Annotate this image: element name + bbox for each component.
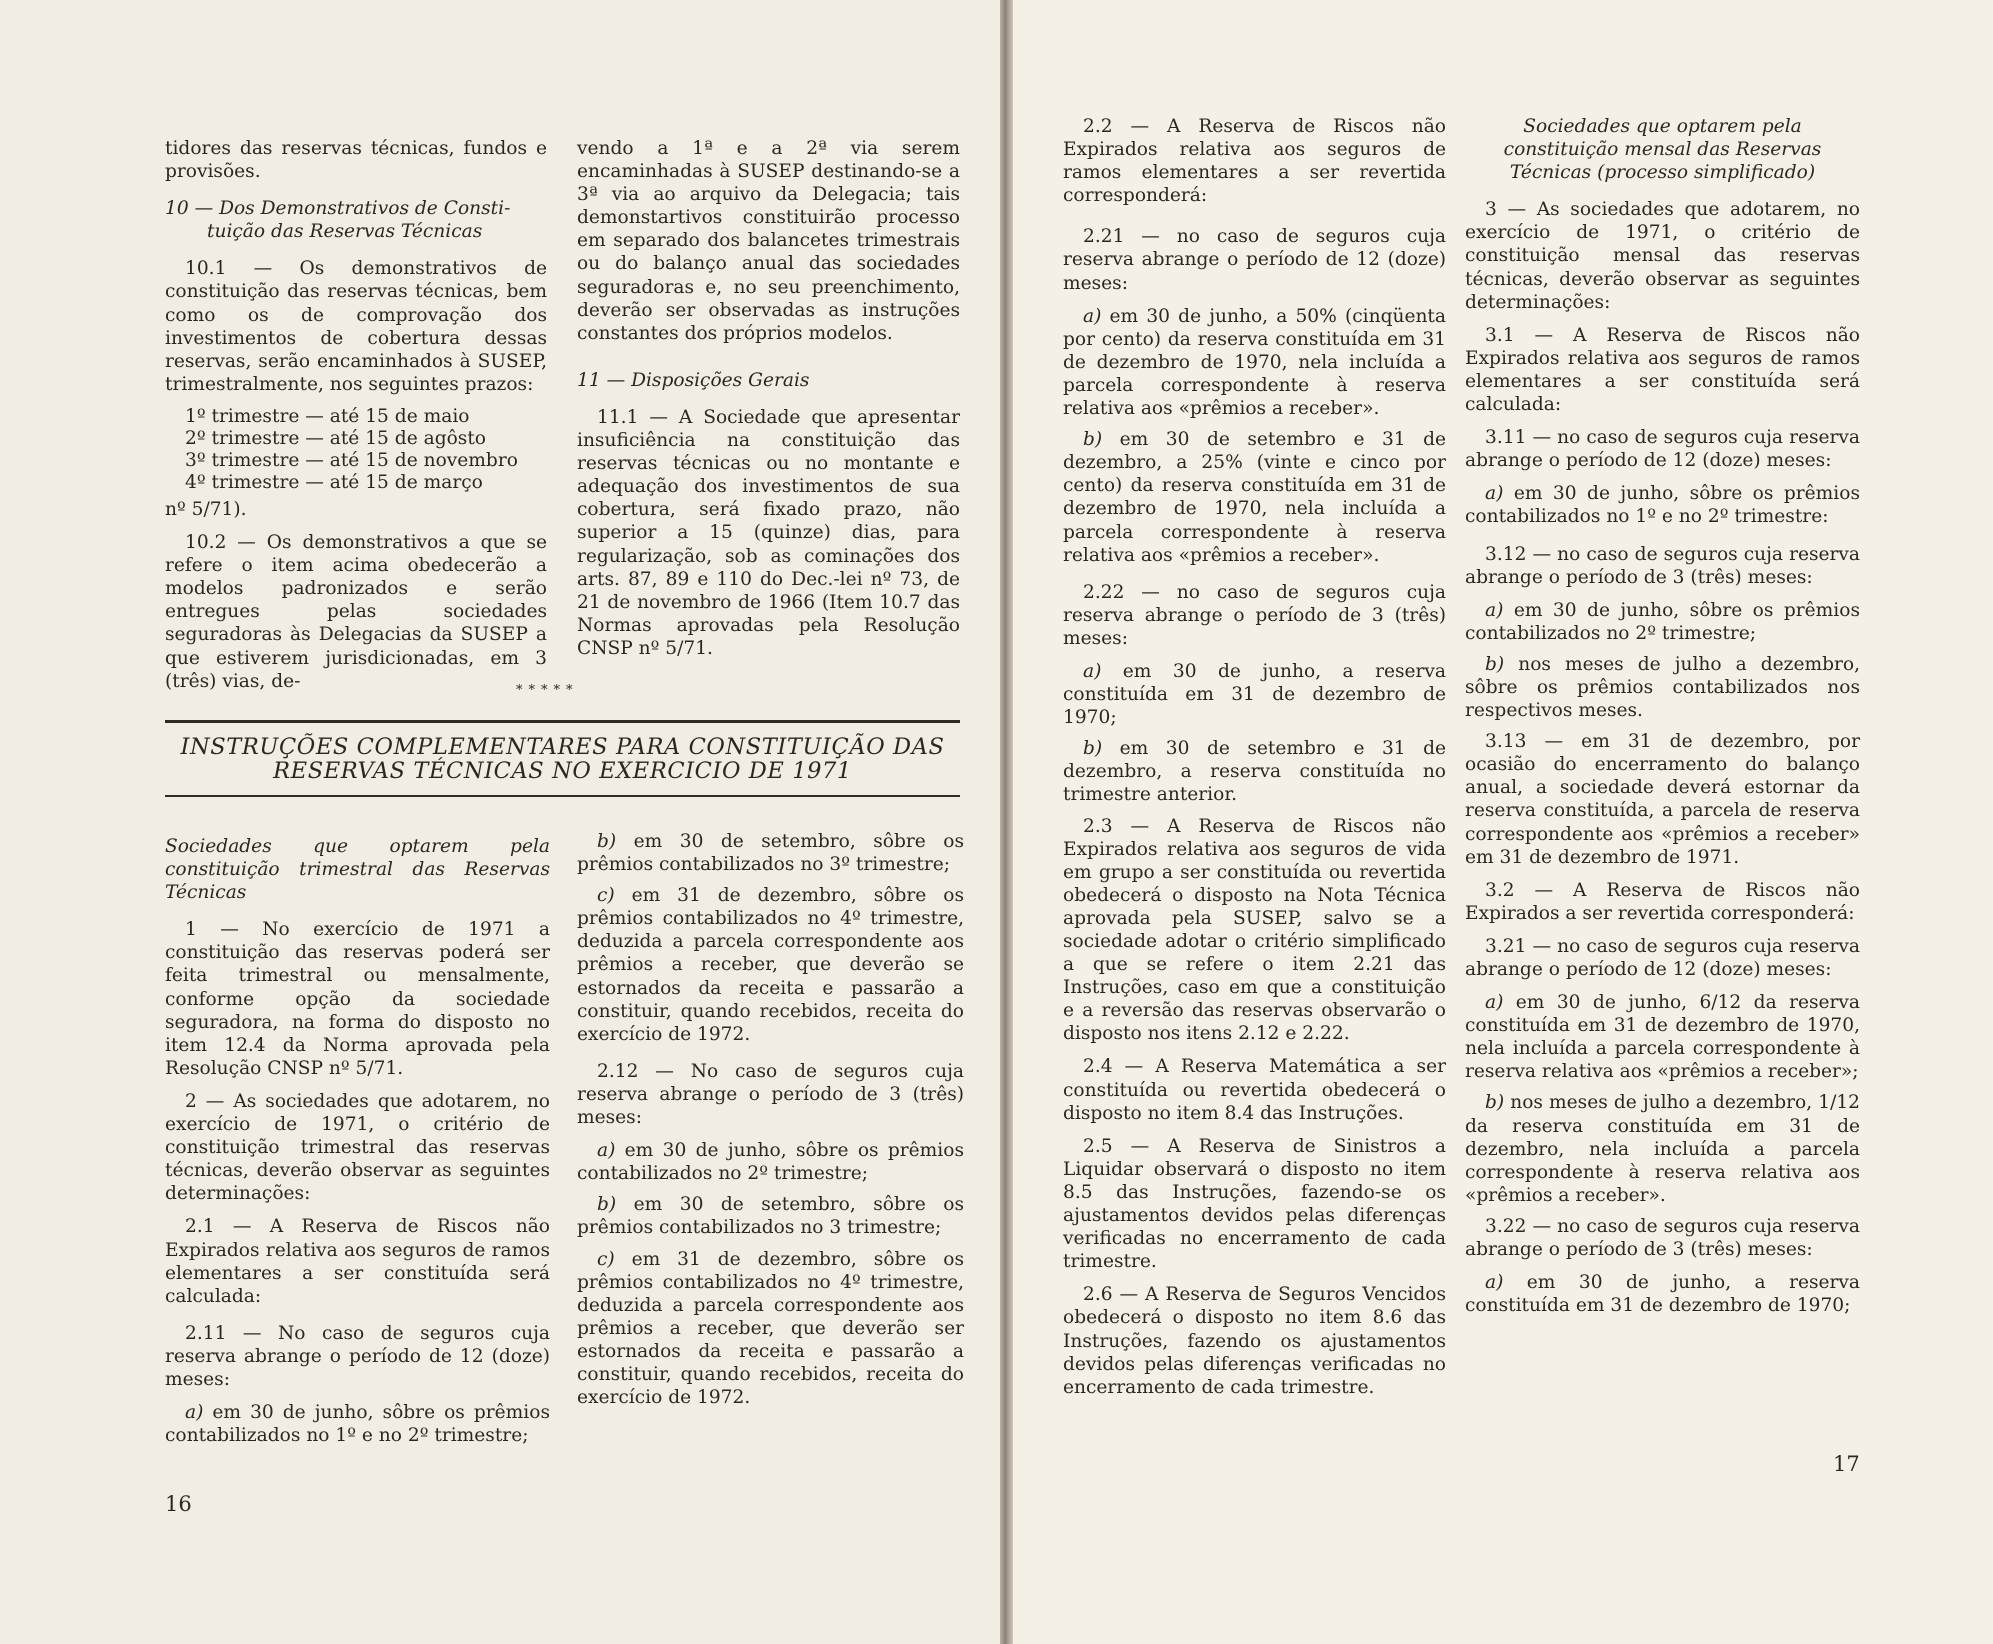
item-label: a) [1083,660,1102,682]
item-text: em 30 de junho, a 50% (cinqüenta por cento) da reserva constituída em 31 de dezembro de 1970, nela incluída a parcela correspondente à reserva relativa aos «prêmios a receber». [1063,305,1446,420]
item-text: em 30 de setembro, sôbre os prêmios contabilizados no 3º trimestre; [577,831,964,876]
subheading-monthly: Sociedades que optarem pela constituição mensal das Reservas Técnicas (processo simplificado) [1503,116,1822,184]
book-gutter [1000,0,1013,1644]
item-3-22-a [1465,1271,1860,1317]
item-label: a) [1083,305,1102,327]
left-col-4 [577,830,964,1417]
item-text: em 30 de junho, a reserva constituída em 31 de dezembro de 1970; [1465,1272,1860,1317]
paragraph-3-13: 3.13 — em 31 de dezembro, por ocasião do encerramento do balanço anual, a sociedade deverá estornar da reserva constituída, a parcela de reserva correspondente aos «prêmios a receber» em 31 de dezembro de 1971. [1465,731,1860,868]
quarter-4: 4º trimestre — até 15 de março [185,471,483,493]
item-3-12-a [1465,599,1860,645]
paragraph-3-11: 3.11 — no caso de seguros cuja reserva abrange o período de 12 (doze) meses: [1465,427,1860,472]
instructions-title-line2: RESERVAS TÉCNICAS NO EXERCICIO DE 1971 [273,758,852,784]
left-col-2 [577,137,960,670]
item-text: em 30 de junho, 6/12 da reserva constituída em 31 de dezembro de 1970, nela incluída a parcela correspondente à reserva relativa aos «prêmios a receber»; [1465,992,1860,1083]
item-label: b) [1485,653,1505,675]
item-text: em 31 de dezembro, sôbre os prêmios contabilizados no 4º trimestre, deduzida a parcela correspondente aos prêmios a receber, que deverão ser estornados da receita e passarão a constituir, quando recebidos, receita do exercício de 1972. [577,1248,964,1409]
instructions-title-line1: INSTRUÇÕES COMPLEMENTARES PARA CONSTITUIÇÃO DAS [180,734,945,760]
section-10-heading-line1: 10 — Dos Demonstrativos de Consti- [165,198,511,220]
item-text: em 30 de junho, sôbre os prêmios contabilizados no 2º trimestre; [1465,599,1860,644]
paragraph-3-2: 3.2 — A Reserva de Riscos não Expirados a ser revertida corresponderá: [1465,879,1860,924]
item-3-11-a [1465,482,1860,528]
paragraph-11-1: 11.1 — A Sociedade que apresentar insuficiência na constituição das reservas técnicas ou no montante e adequação dos investimentos de sua cobertura, será fixado prazo, não superior a 15 (quinze) dias, para regularização, sob as cominações dos arts. 87, 89 e 110 do Dec.-lei nº 73, de 21 de novembro de 1966 (Item 10.7 das Normas aprovadas pela Resolução CNSP nº 5/71. [577,406,960,659]
section-divider-stars: ***** [516,683,579,698]
paragraph-2-5: 2.5 — A Reserva de Sinistros a Liquidar observará o disposto no item 8.5 das Instruções, fazendo-se os ajustamentos devidos pelas diferenças verificadas no encerramento de cada trimestre. [1063,1135,1446,1273]
paragraph-2-6: 2.6 — A Reserva de Seguros Vencidos obedecerá o disposto no item 8.6 das Instruções, fazendo os ajustamentos devidos pelas diferenças verificadas no encerramento de cada trimestre. [1063,1284,1446,1398]
page-number-right: 17 [1833,1452,1860,1476]
item-text: nos meses de julho a dezembro, sôbre os prêmios contabilizados nos respectivos meses. [1465,653,1860,722]
right-page [1013,0,1993,1644]
paragraph-3-21: 3.21 — no caso de seguros cuja reserva abrange o período de 12 (doze) meses: [1465,935,1860,980]
quarter-3: 3º trimestre — até 15 de novembro [185,449,518,471]
paragraph-continuation: vendo a 1ª e a 2ª via serem encaminhadas à SUSEP destinando-se a 3ª via ao arquivo da Delegacia; tais demonstartivos constituirão processo em separado dos balancetes trimestrais ou do balanço anual das sociedades seguradoras e, no seu preenchimento, deverão ser observadas as instruções constantes dos próprios modelos. [577,138,960,344]
item-3-21-a [1465,991,1860,1083]
paragraph-2-3: 2.3 — A Reserva de Riscos não Expirados relativa aos seguros de vida em grupo a ser constituída ou revertida obedecerá o disposto na Nota Técnica aprovada pela SUSEP, salvo se a sociedade adotar o critério simplificado a que se refere o item 2.21 das Instruções, caso em que a constituição e a reversão das reservas observarão o disposto nos itens 2.12 e 2.22. [1063,815,1446,1045]
subheading-quarterly: Sociedades que optarem pela constituição trimestral das Reservas Técnicas [165,836,550,904]
item-text: em 31 de dezembro, sôbre os prêmios contabilizados no 4º trimestre, deduzida a parcela correspondente aos prêmios a receber, que deverão se estornados da receita e passarão a constituir, quando recebidos, receita do exercício de 1972. [577,885,964,1045]
title-rule-bottom [165,795,960,797]
item-label: a) [185,1402,204,1424]
item-label: b) [597,831,617,852]
quarter-deadlines [185,406,547,494]
item-3-12-b [1465,653,1860,722]
item-text: em 30 de junho, sôbre os prêmios contabilizados no 2º trimestre; [577,1140,964,1185]
item-3-21-b [1465,1091,1860,1206]
item-label: b) [1083,738,1103,760]
right-col-1 [1063,115,1446,1409]
item-label: b) [597,1194,617,1216]
item-text: em 30 de junho, sôbre os prêmios contabilizados no 1º e no 2º trimestre: [1465,483,1860,528]
item-text: em 30 de junho, sôbre os prêmios contabilizados no 1º e no 2º trimestre; [165,1402,550,1447]
item-2-21-a [1063,305,1446,420]
item-2-11-a [165,1401,550,1447]
quarter-1: 1º trimestre — até 15 de maio [185,405,470,427]
paragraph-intro: tidores das reservas técnicas, fundos e provisões. [165,138,547,183]
paragraph-10-2: 10.2 — Os demonstrativos a que se refere o item acima obedecerão a modelos padronizados e serão entregues pelas sociedades seguradoras às Delegacias da SUSEP a que estiverem jurisdicionadas, em 3 (três) vias, de- [165,532,547,692]
paragraph-3-12: 3.12 — no caso de seguros cuja reserva abrange o período de 3 (três) meses: [1465,543,1860,588]
paragraph-2-12: 2.12 — No caso de seguros cuja reserva abrange o período de 3 (três) meses: [577,1060,964,1129]
item-2-11-b [577,830,964,876]
norm-reference: nº 5/71). [165,498,247,520]
item-2-12-a [577,1139,964,1185]
item-text: em 30 de setembro e 31 de dezembro, a 25% (vinte e cinco por cento) da reserva constituída em 31 de dezembro de 1970, nela incluída a parcela correspondente à reserva relativa aos «prêmios a receber». [1063,429,1446,566]
item-2-12-b [577,1193,964,1239]
item-text: em 30 de setembro, sôbre os prêmios contabilizados no 3 trimestre; [577,1194,964,1239]
item-label: a) [1485,483,1504,505]
item-label: a) [1485,599,1504,621]
title-rule-top [165,720,960,723]
item-label: b) [1485,1092,1505,1114]
section-11-heading: 11 — Disposições Gerais [577,369,810,391]
item-label: c) [597,1248,615,1270]
paragraph-3: 3 — As sociedades que adotarem, no exercício de 1971, o critério de constituição mensal das reservas técnicas, deverão observar as seguintes determinações: [1465,199,1860,313]
item-label: a) [1485,1272,1504,1294]
paragraph-2-1: 2.1 — A Reserva de Riscos não Expirados relativa aos seguros de ramos elementares a ser constituída será calculada: [165,1216,550,1307]
item-2-11-c [577,884,964,1046]
item-label: c) [597,885,615,907]
item-text: em 30 de setembro e 31 de dezembro, a reserva constituída no trimestre anterior. [1063,738,1446,806]
item-2-12-c [577,1248,964,1410]
section-10-heading [165,197,547,243]
paragraph-1: 1 — No exercício de 1971 a constituição das reservas poderá ser feita trimestral ou mensalmente, conforme opção da sociedade seguradora, na forma do disposto no item 12.4 da Norma aprovada pela Resolução CNSP nº 5/71. [165,919,550,1079]
item-label: a) [1485,992,1504,1014]
item-2-22-b [1063,737,1446,806]
paragraph-10-1: 10.1 — Os demonstrativos de constituição das reservas técnicas, bem como os de comprovação dos investimentos de cobertura dessas reservas, serão encaminhados à SUSEP, trimestralmente, nos seguintes prazos: [165,258,547,395]
section-10-heading-line2: tuição das Reservas Técnicas [207,221,483,243]
item-text: em 30 de junho, a reserva constituída em 31 de dezembro de 1970; [1063,660,1446,729]
item-label: a) [597,1140,616,1162]
paragraph-3-22: 3.22 — no caso de seguros cuja reserva abrange o período de 3 (três) meses: [1465,1215,1860,1261]
quarter-2: 2º trimestre — até 15 de agôsto [185,427,486,449]
item-label: b) [1083,429,1103,451]
item-2-21-b [1063,428,1446,567]
paragraph-2-22: 2.22 — no caso de seguros cuja reserva abrange o período de 3 (três) meses: [1063,581,1446,649]
paragraph-2-11: 2.11 — No caso de seguros cuja reserva abrange o período de 12 (doze) meses: [165,1322,550,1390]
item-text: nos meses de julho a dezembro, 1/12 da reserva constituída em 31 de dezembro, nela incluída a parcela correspondente à reserva relativa aos «prêmios a receber». [1465,1092,1860,1206]
paragraph-3-1: 3.1 — A Reserva de Riscos não Expirados relativa aos seguros de ramos elementares a ser constituída será calculada: [1465,324,1860,416]
instructions-title [165,735,960,783]
paragraph-2: 2 — As sociedades que adotarem, no exercício de 1971, o critério de constituição trimestral das reservas técnicas, deverão observar as seguintes determinações: [165,1090,550,1205]
page-number-left: 16 [165,1492,192,1516]
left-col-3 [165,835,550,1455]
paragraph-2-2: 2.2 — A Reserva de Riscos não Expirados relativa aos seguros de ramos elementares a ser revertida corresponderá: [1063,116,1446,207]
right-col-2 [1465,115,1860,1325]
paragraph-2-21: 2.21 — no caso de seguros cuja reserva abrange o período de 12 (doze) meses: [1063,226,1446,294]
paragraph-2-4: 2.4 — A Reserva Matemática a ser constituída ou revertida obedecerá o disposto no item 8.4 das Instruções. [1063,1056,1446,1124]
left-col-1 [165,137,547,703]
item-2-22-a [1063,660,1446,729]
